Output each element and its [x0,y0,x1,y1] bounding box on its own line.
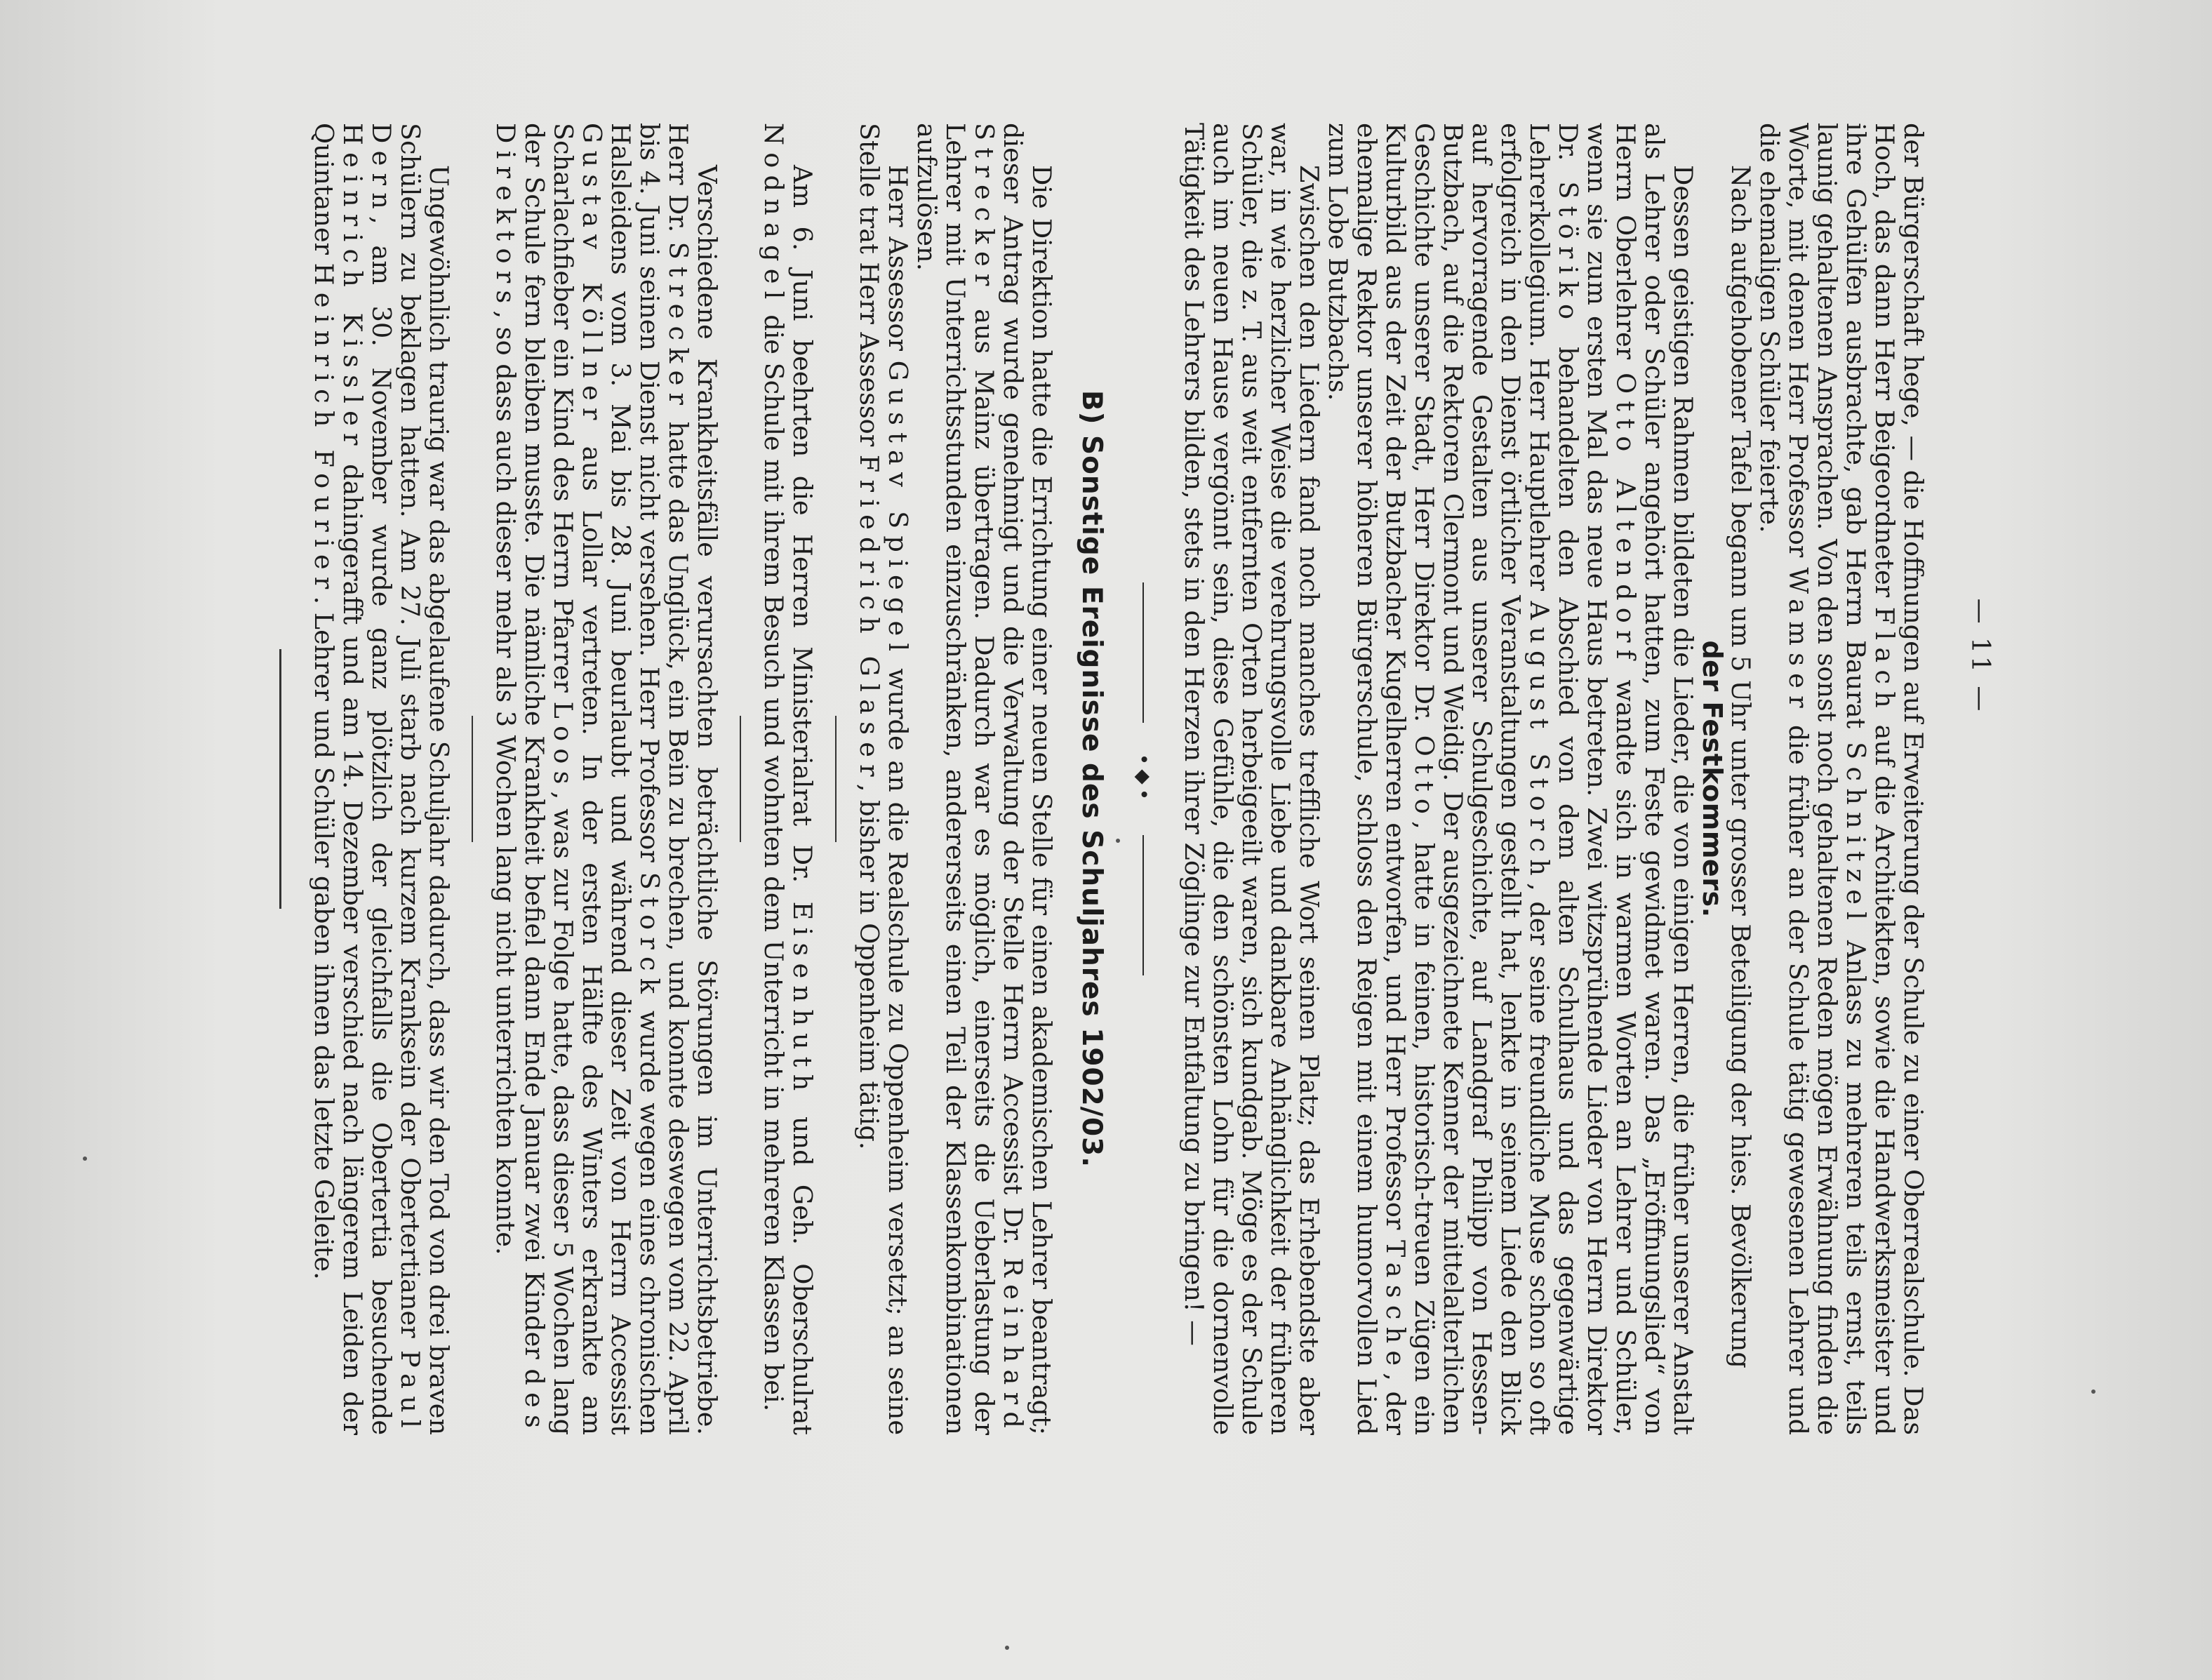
paper-speck [1116,839,1120,843]
paper-speck [1005,1646,1009,1650]
end-rule [279,649,281,909]
ornament-line-right [1142,835,1144,975]
paper-speck [83,1156,87,1161]
paragraph-direktion: Die Direktion hatte die Errichtung einer neuen Stelle für einen akademischen Lehrer beantragt; dieser Antrag wurde genehmigt und die Verwaltung der Stelle Herrn Accessist Dr. Reinhard Strecker aus Mainz übertragen. Dadurch war es möglich, einerseits die Ueberlastung der Lehrer mit Unterrichtsstunden einzuschränken, andererseits einen Teil der Klassenkombinationen aufzulösen. [912,123,1057,1435]
ornament-divider [1129,582,1157,975]
paragraph-krankheit: Verschiedene Krankheitsfälle verursachten beträchtliche Störungen im Unterrichtsbetriebe. Herr Dr. Strecker hatte das Unglück, ein Bein zu brechen, und konnte deswegen vom 22. April bis 4. Juni seinen Dienst nicht versehen. Herr Professor Storck wurde wegen eines chronischen Halsleidens vom 3. Mai bis 28. Juni beurlaubt und während dieser Zeit von Herrn Accessist Gustav Köllner aus Lollar vertreten. In der ersten Hälfte des Winters erkrankte am Scharlachfieber ein Kind des Herrn Pfarrer Loos, was zur Folge hatte, dass dieser 5 Wochen lang der Schule fern bleiben musste. Die nämliche Krankheit befiel dann Ende Januar zwei Kinder des Direktors, so dass auch dieser mehr als 3 Wochen lang nicht unterrichten konnte. [491,123,722,1435]
paragraph-trauer: Ungewöhnlich traurig war das abgelaufene Schuljahr dadurch, dass wir den Tod von drei braven Schülern zu beklagen hatten. Am 27. Juli starb nach kurzem Kranksein der Obertertianer Paul Dern, am 30. November wurde ganz plötzlich der gleichfalls die Obertertia besuchende Heinrich Kissler dahingerafft und am 14. Dezember verschied nach längerem Leiden der Quintaner Heinrich Fourier. Lehrer und Schüler gaben ihnen das letzte Geleite. [309,123,454,1435]
ornament-line-left [1142,582,1144,723]
paper-speck [2091,1389,2096,1394]
paragraph-assessor: Herr Assessor Gustav Spiegel wurde an die Realschule zu Oppenheim versetzt; an seine Stelle trat Herr Assessor Friedrich Glaser, bisher in Oppenheim tätig. [854,123,913,1435]
paragraph-tafel: Nach aufgehobener Tafel begann um 5 Uhr unter grosser Beteiligung der hies. Bevölkerung [1726,165,1756,1368]
paragraph-besuch: Am 6. Juni beehrten die Herren Ministerialrat Dr. Eisenhuth und Geh. Oberschulrat Nodnagel die Schule mit ihrem Besuch und wohnten dem Unterricht in mehreren Klassen bei. [759,123,818,1435]
page-content [279,123,1928,1435]
paragraph-zwischen: Zwischen den Liedern fand noch manches treffliche Wort seinen Platz; das Erhebendste aber war, in wie herzlicher Weise die verehrungsvolle Liebe und dankbare Anhänglichkeit der früheren Schüler, die z. T. aus weit entfernten Orten herbeigeeilt waren, sich kundgab. Möge es der Schule auch im neuen Hause vergönnt sein, diese Gefühle, die den schönsten Lohn für die dornenvolle Tätigkeit des Lehrers bilden, stets in den Herzen ihrer Zöglinge zur Entfaltung zu bringen! — [1179,123,1324,1435]
page-number: — 11 — [1966,598,1994,714]
paragraph-buergerschaft: der Bürgerschaft hege, — die Hoffnungen auf Erweiterung der Schule zu einer Oberrealschule. Das Hoch, das dann Herr Beigeordneter Flach auf die Architekten, sowie die Handwerksmeister und ihre Gehülfen ausbrachte, gab Herrn Baurat Schnitzel Anlass zu mehreren teils ernst, teils launig gehaltenen Ansprachen. Von den sonst noch gehaltenen Reden mögen Erwähnung finden die Worte, mit denen Herr Professor Wamser die früher an der Schule tätig gewesenen Lehrer und die ehemaligen Schüler feierte. [1754,123,1928,1435]
ornament-glyph: •◆• [1132,753,1155,805]
section-b-heading: B) Sonstige Ereignisse des Schuljahres 1902/03. [1076,389,1107,1168]
separator-rule-1 [835,716,837,842]
separator-rule-3 [472,716,473,842]
paragraph-lieder: Dessen geistigen Rahmen bildeten die Lieder, die von einigen Herren, die früher unserer Anstalt als Lehrer oder Schüler angehört hatten, zum Feste gewidmet waren. Das „Eröffnungslied“ von Herrn Oberlehrer Otto Altendorf wandte sich in warmen Worten an Lehrer und Schüler, wenn sie zum ersten Mal das neue Haus betreten. Zwei witzsprühende Lieder von Herrn Direktor Dr. Störiko behandelten den Abschied von dem alten Schulhaus und das gegenwärtige Lehrerkollegium. Herr Hauptlehrer August Storch, der seine freundliche Muse schon so oft erfolgreich in den Dienst örtlicher Veranstaltungen gestellt hat, lenkte in seinem Liede den Blick auf hervorragende Gestalten aus unserer Schulgeschichte, auf Landgraf Philipp von Hessen-Butzbach, auf die Rektoren Clermont und Weidig. Der ausgezeichnete Kenner der mittelalterlichen Geschichte unserer Stadt, Herr Direktor Dr. Otto, hatte in feinen, historisch-treuen Zügen ein Kulturbild aus der Zeit der Butzbacher Kugelherren entworfen, und Herr Professor Tasche, der ehemalige Rektor unserer höheren Bürgerschule, schloss den Reigen mit einem humorvollen Lied zum Lobe Butzbachs. [1323,123,1698,1436]
separator-rule-2 [740,716,741,842]
festkommers-heading: der Festkommers. [1697,640,1728,918]
